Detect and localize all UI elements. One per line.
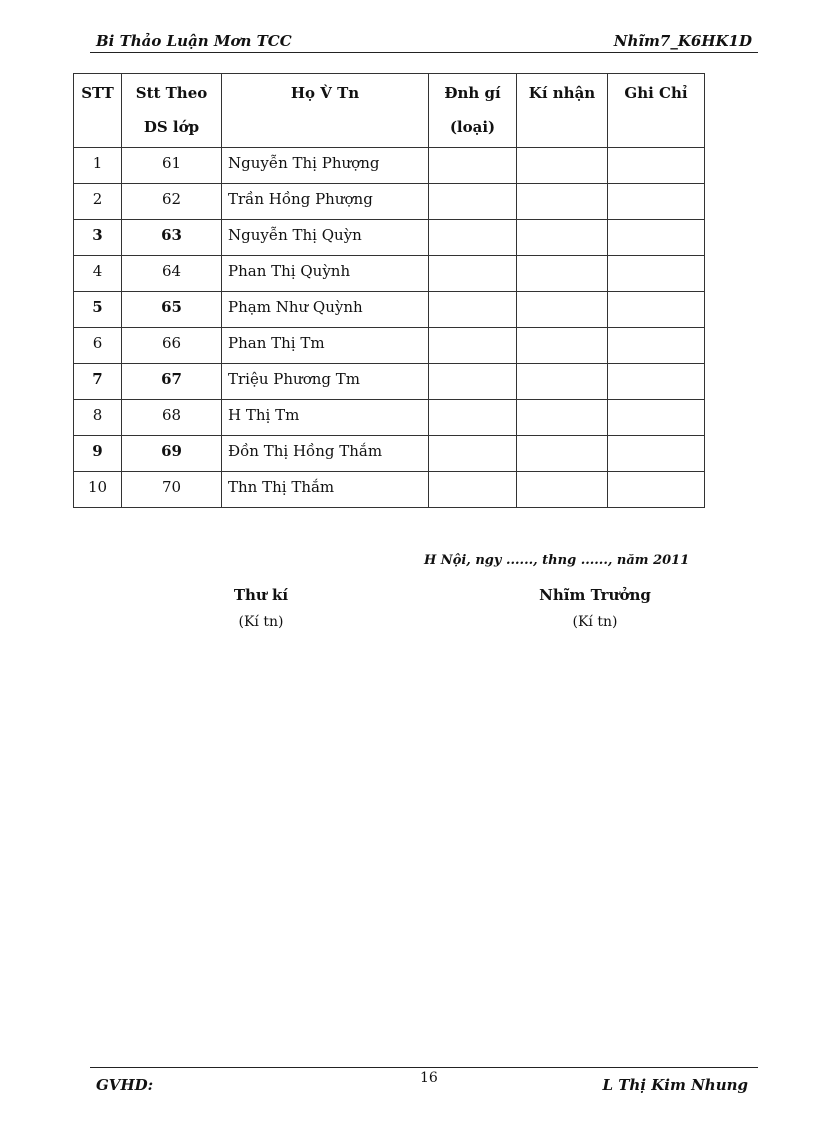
row-rating [429,148,517,184]
footer-label: GVHD: [96,1076,154,1094]
date-line: H Nội, ngy ......, thng ......, năm 2011 [424,553,690,568]
page-number: 16 [420,1070,438,1086]
col-sign: Kí nhận [517,74,608,148]
row-sign [517,220,608,256]
leader-title: Nhĩm Trưởng [539,586,651,604]
row-name: Nguyễn Thị Quỳn [222,220,429,256]
row-sign [517,256,608,292]
table-row [74,256,705,292]
row-rating [429,400,517,436]
row-ds-number: 67 [122,364,222,400]
row-rating [429,472,517,508]
row-stt: 6 [74,328,122,364]
row-stt: 7 [74,364,122,400]
col-rating: Đnh gí (loại) [429,74,517,148]
secretary-signature [196,586,326,630]
row-note [608,256,705,292]
page-header [90,30,758,53]
row-stt: 9 [74,436,122,472]
table-row [74,292,705,328]
table-row [74,400,705,436]
table-row [74,364,705,400]
row-name: Phạm Như Quỳnh [222,292,429,328]
header-title: Bi Thảo Luận Mơn TCC [96,32,292,50]
row-name: H Thị Tm [222,400,429,436]
table-row [74,436,705,472]
row-stt: 10 [74,472,122,508]
footer-instructor: L Thị Kim Nhung [602,1076,748,1094]
table-header-row [74,74,705,148]
col-note: Ghi Chỉ [608,74,705,148]
row-note [608,292,705,328]
header-group: Nhĩm7_K6HK1D [613,32,752,50]
row-sign [517,364,608,400]
leader-sign-note: (Kí tn) [572,614,618,630]
row-rating [429,220,517,256]
student-table [73,73,705,508]
row-note [608,220,705,256]
col-stt: STT [74,74,122,148]
col-name: Họ V̀ Tn [222,74,429,148]
row-sign [517,148,608,184]
row-stt: 5 [74,292,122,328]
row-rating [429,328,517,364]
row-rating [429,292,517,328]
row-ds-number: 70 [122,472,222,508]
row-name: Đồn Thị Hồng Thắm [222,436,429,472]
row-ds-number: 64 [122,256,222,292]
row-ds-number: 63 [122,220,222,256]
row-name: Triệu Phương Tm [222,364,429,400]
row-sign [517,400,608,436]
row-stt: 1 [74,148,122,184]
row-note [608,364,705,400]
page-footer [90,1067,758,1098]
row-rating [429,364,517,400]
row-note [608,472,705,508]
table-row [74,220,705,256]
row-name: Phan Thị Quỳnh [222,256,429,292]
row-rating [429,256,517,292]
table-row [74,328,705,364]
table-row [74,148,705,184]
row-name: Trần Hồng Phượng [222,184,429,220]
row-note [608,436,705,472]
row-stt: 4 [74,256,122,292]
table-row [74,472,705,508]
table-row [74,184,705,220]
row-sign [517,472,608,508]
row-stt: 8 [74,400,122,436]
row-rating [429,184,517,220]
row-ds-number: 61 [122,148,222,184]
row-ds-number: 66 [122,328,222,364]
row-note [608,400,705,436]
row-sign [517,292,608,328]
row-name: Phan Thị Tm [222,328,429,364]
row-ds-number: 68 [122,400,222,436]
row-name: Nguyễn Thị Phượng [222,148,429,184]
row-rating [429,436,517,472]
row-ds-number: 69 [122,436,222,472]
row-ds-number: 65 [122,292,222,328]
row-stt: 2 [74,184,122,220]
row-name: Thn Thị Thắm [222,472,429,508]
row-note [608,328,705,364]
leader-signature [520,586,670,630]
row-ds-number: 62 [122,184,222,220]
secretary-title: Thư kí [233,586,289,604]
row-stt: 3 [74,220,122,256]
row-note [608,184,705,220]
row-sign [517,328,608,364]
row-note [608,148,705,184]
col-stt-ds: Stt Theo DS lớp [122,74,222,148]
row-sign [517,436,608,472]
secretary-sign-note: (Kí tn) [238,614,284,630]
row-sign [517,184,608,220]
